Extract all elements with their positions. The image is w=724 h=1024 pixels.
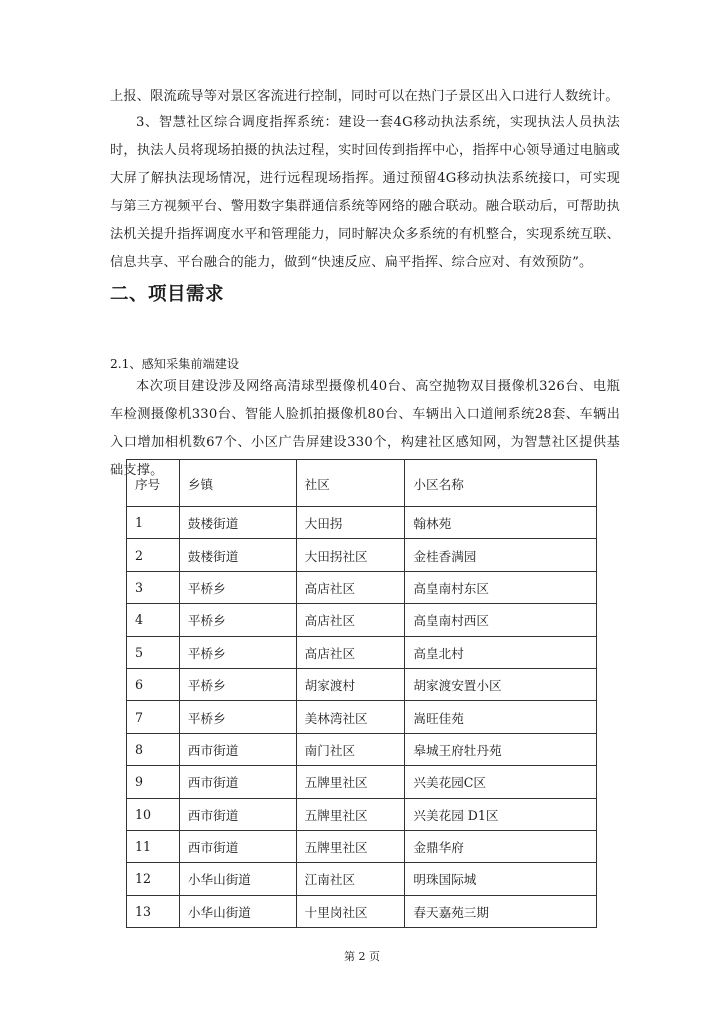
cell-index: 9 <box>127 766 180 798</box>
cell-index: 2 <box>127 539 180 571</box>
cell-estate-name: 皋城王府牡丹苑 <box>405 733 597 765</box>
subsection-heading: 2.1、感知采集前端建设 <box>110 357 240 371</box>
cell-community: 江南社区 <box>296 863 405 895</box>
cell-township: 西市街道 <box>179 766 296 798</box>
cell-township: 鼓楼街道 <box>179 539 296 571</box>
table-row <box>127 507 597 539</box>
table-row <box>127 701 597 733</box>
section-heading: 二、项目需求 <box>110 284 225 305</box>
table-row <box>127 798 597 830</box>
cell-township: 平桥乡 <box>179 668 296 700</box>
cell-community: 高店社区 <box>296 636 405 668</box>
cell-estate-name: 兴美花园 D1区 <box>405 798 597 830</box>
page-number: 第 2 页 <box>344 950 380 963</box>
paragraph-intro-continued: 上报、限流疏导等对景区客流进行控制，同时可以在热门子景区出入口进行人数统计。 <box>110 89 619 104</box>
cell-community: 高店社区 <box>296 604 405 636</box>
cell-index: 12 <box>127 863 180 895</box>
paragraph-command-system: 3、智慧社区综合调度指挥系统：建设一套4G移动执法系统，实现执法人员执法时，执法人员将现场拍摄的执法过程，实时回传到指挥中心，指挥中心领导通过电脑或大屏了解执法现场情况，进行远程现场指挥。通过预留4G移动执法系统接口，可实现与第三方视频平台、警用数字集群通信系统等网络的融合联动。融合联动后，可帮助执法机关提升指挥调度水平和管理能力，同时解决众多系统的有机整合，实现系统互联、信息共享、平台融合的能力，做到“快速反应、扁平指挥、综合应对、有效预防”。 <box>110 115 620 270</box>
table-row <box>127 863 597 895</box>
table-row <box>127 830 597 862</box>
cell-township: 平桥乡 <box>179 571 296 603</box>
cell-community: 胡家渡村 <box>296 668 405 700</box>
table-row <box>127 571 597 603</box>
cell-township: 西市街道 <box>179 798 296 830</box>
cell-index: 8 <box>127 733 180 765</box>
cell-township: 西市街道 <box>179 830 296 862</box>
cell-estate-name: 胡家渡安置小区 <box>405 668 597 700</box>
cell-index: 4 <box>127 604 180 636</box>
cell-township: 平桥乡 <box>179 701 296 733</box>
cell-index: 13 <box>127 895 180 927</box>
community-table <box>126 459 597 928</box>
cell-township: 西市街道 <box>179 733 296 765</box>
cell-community: 南门社区 <box>296 733 405 765</box>
paragraph-project-scope: 本次项目建设涉及网络高清球型摄像机40台、高空抛物双目摄像机326台、电瓶车检测摄像机330台、智能人脸抓拍摄像机80台、车辆出入口道闸系统28套、车辆出入口增加相机数67个、小区广告屏建设330个，构建社区感知网，为智慧社区提供基础支撑。 <box>110 379 620 478</box>
header-community: 社区 <box>296 460 405 507</box>
cell-index: 6 <box>127 668 180 700</box>
cell-township: 小华山街道 <box>179 895 296 927</box>
table-row <box>127 636 597 668</box>
cell-estate-name: 春天嘉苑三期 <box>405 895 597 927</box>
cell-index: 3 <box>127 571 180 603</box>
table-row <box>127 733 597 765</box>
cell-index: 7 <box>127 701 180 733</box>
cell-index: 10 <box>127 798 180 830</box>
cell-community: 大田拐 <box>296 507 405 539</box>
cell-estate-name: 高皇南村东区 <box>405 571 597 603</box>
table-row <box>127 895 597 927</box>
cell-estate-name: 翰林苑 <box>405 507 597 539</box>
cell-index: 11 <box>127 830 180 862</box>
cell-community: 十里岗社区 <box>296 895 405 927</box>
table-row <box>127 668 597 700</box>
cell-township: 平桥乡 <box>179 604 296 636</box>
table-row <box>127 604 597 636</box>
cell-index: 1 <box>127 507 180 539</box>
cell-estate-name: 兴美花园C区 <box>405 766 597 798</box>
header-estate-name: 小区名称 <box>405 460 597 507</box>
cell-township: 鼓楼街道 <box>179 507 296 539</box>
table-row <box>127 539 597 571</box>
cell-index: 5 <box>127 636 180 668</box>
cell-community: 大田拐社区 <box>296 539 405 571</box>
cell-community: 五牌里社区 <box>296 830 405 862</box>
table-row <box>127 766 597 798</box>
cell-estate-name: 明珠国际城 <box>405 863 597 895</box>
cell-township: 平桥乡 <box>179 636 296 668</box>
cell-community: 美林湾社区 <box>296 701 405 733</box>
header-township: 乡镇 <box>179 460 296 507</box>
cell-estate-name: 嵩旺佳苑 <box>405 701 597 733</box>
cell-township: 小华山街道 <box>179 863 296 895</box>
cell-estate-name: 金桂香满园 <box>405 539 597 571</box>
cell-estate-name: 高皇北村 <box>405 636 597 668</box>
cell-estate-name: 高皇南村西区 <box>405 604 597 636</box>
cell-community: 五牌里社区 <box>296 766 405 798</box>
cell-community: 五牌里社区 <box>296 798 405 830</box>
header-index: 序号 <box>127 460 180 507</box>
cell-estate-name: 金鼎华府 <box>405 830 597 862</box>
table-header-row <box>127 460 597 507</box>
cell-community: 高店社区 <box>296 571 405 603</box>
